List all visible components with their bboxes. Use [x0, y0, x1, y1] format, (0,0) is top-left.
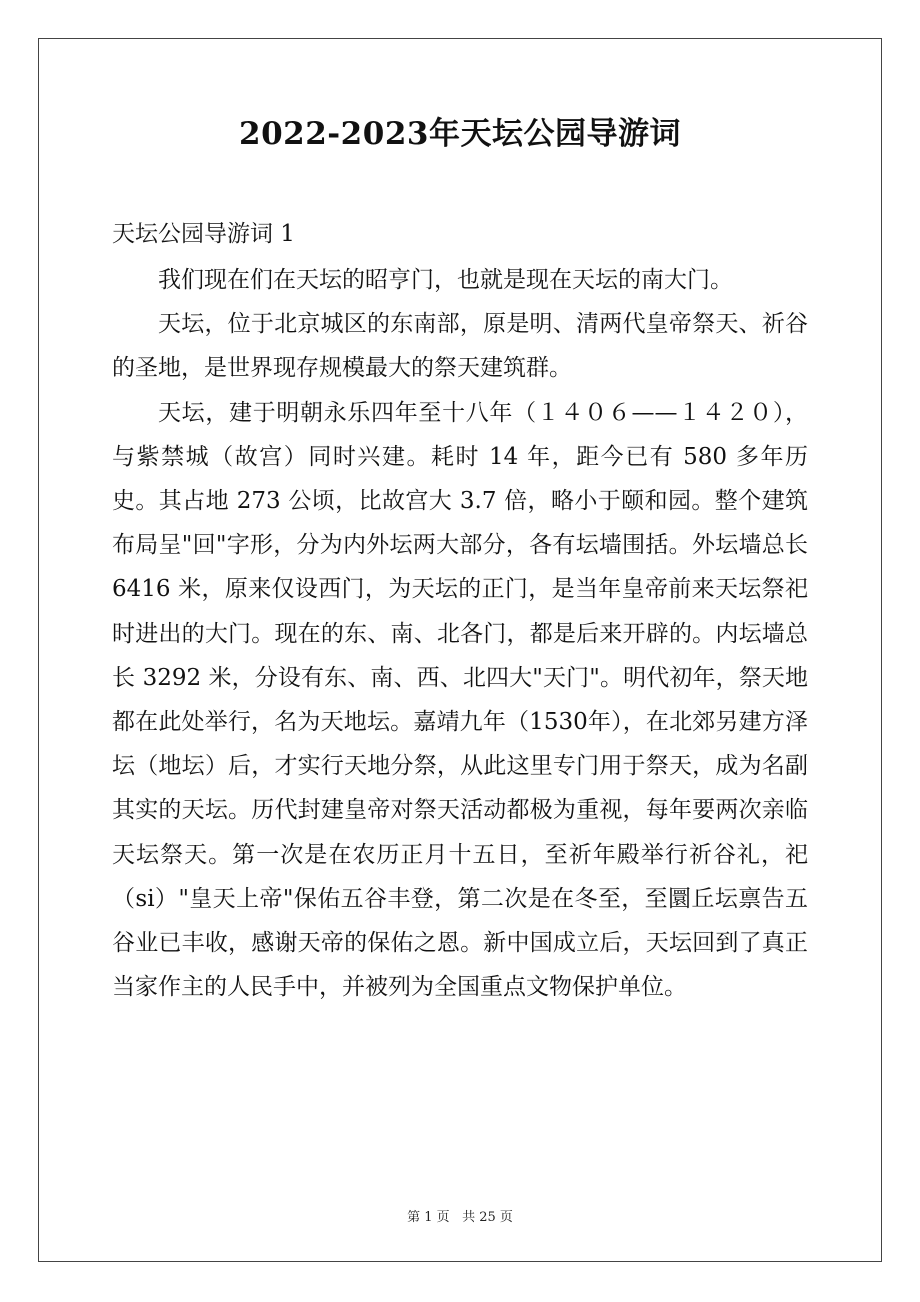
paragraph-1: 我们现在们在天坛的昭亨门，也就是现在天坛的南大门。	[158, 267, 733, 293]
paragraph-2: 天坛，位于北京城区的东南部，原是明、清两代皇帝祭天、祈谷的圣地，是世界现存规模最大的祭天建筑群。	[112, 311, 808, 382]
page-number: 第 1 页	[407, 1210, 450, 1225]
page-footer	[0, 1208, 920, 1228]
section-heading: 天坛公园导游词 1	[112, 221, 295, 247]
paragraph-3: 天坛，建于明朝永乐四年至十八年（１４０６——１４２０），与紫禁城（故宫）同时兴建。耗时 14 年，距今已有 580 多年历史。其占地 273 公顷，比故宫大 3.7 倍，略小于颐和园。整个建筑布局呈"回"字形，分为内外坛两大部分，各有坛墙围括。外坛墙总长 6416 米，原来仅设西门，为天坛的正门，是当年皇帝前来天坛祭祀时进出的大门。现在的东、南、北各门，都是后来开辟的。内坛墙总长 3292 米，分设有东、南、西、北四大"天门"。明代初年，祭天地都在此处举行，名为天地坛。嘉靖九年（1530年），在北郊另建方泽坛（地坛）后，才实行天地分祭，从此这里专门用于祭天，成为名副其实的天坛。历代封建皇帝对祭天活动都极为重视，每年要两次亲临天坛祭天。第一次是在农历正月十五日，至祈年殿举行祈谷礼，祀（si）"皇天上帝"保佑五谷丰登，第二次是在冬至，至圜丘坛禀告五谷业已丰收，感谢天帝的保佑之恩。新中国成立后，天坛回到了真正当家作主的人民手中，并被列为全国重点文物保护单位。	[112, 399, 808, 1001]
document-title: 2022-2023年天坛公园导游词	[239, 116, 681, 152]
body-text	[112, 258, 808, 1009]
page-total: 共 25 页	[462, 1210, 513, 1225]
